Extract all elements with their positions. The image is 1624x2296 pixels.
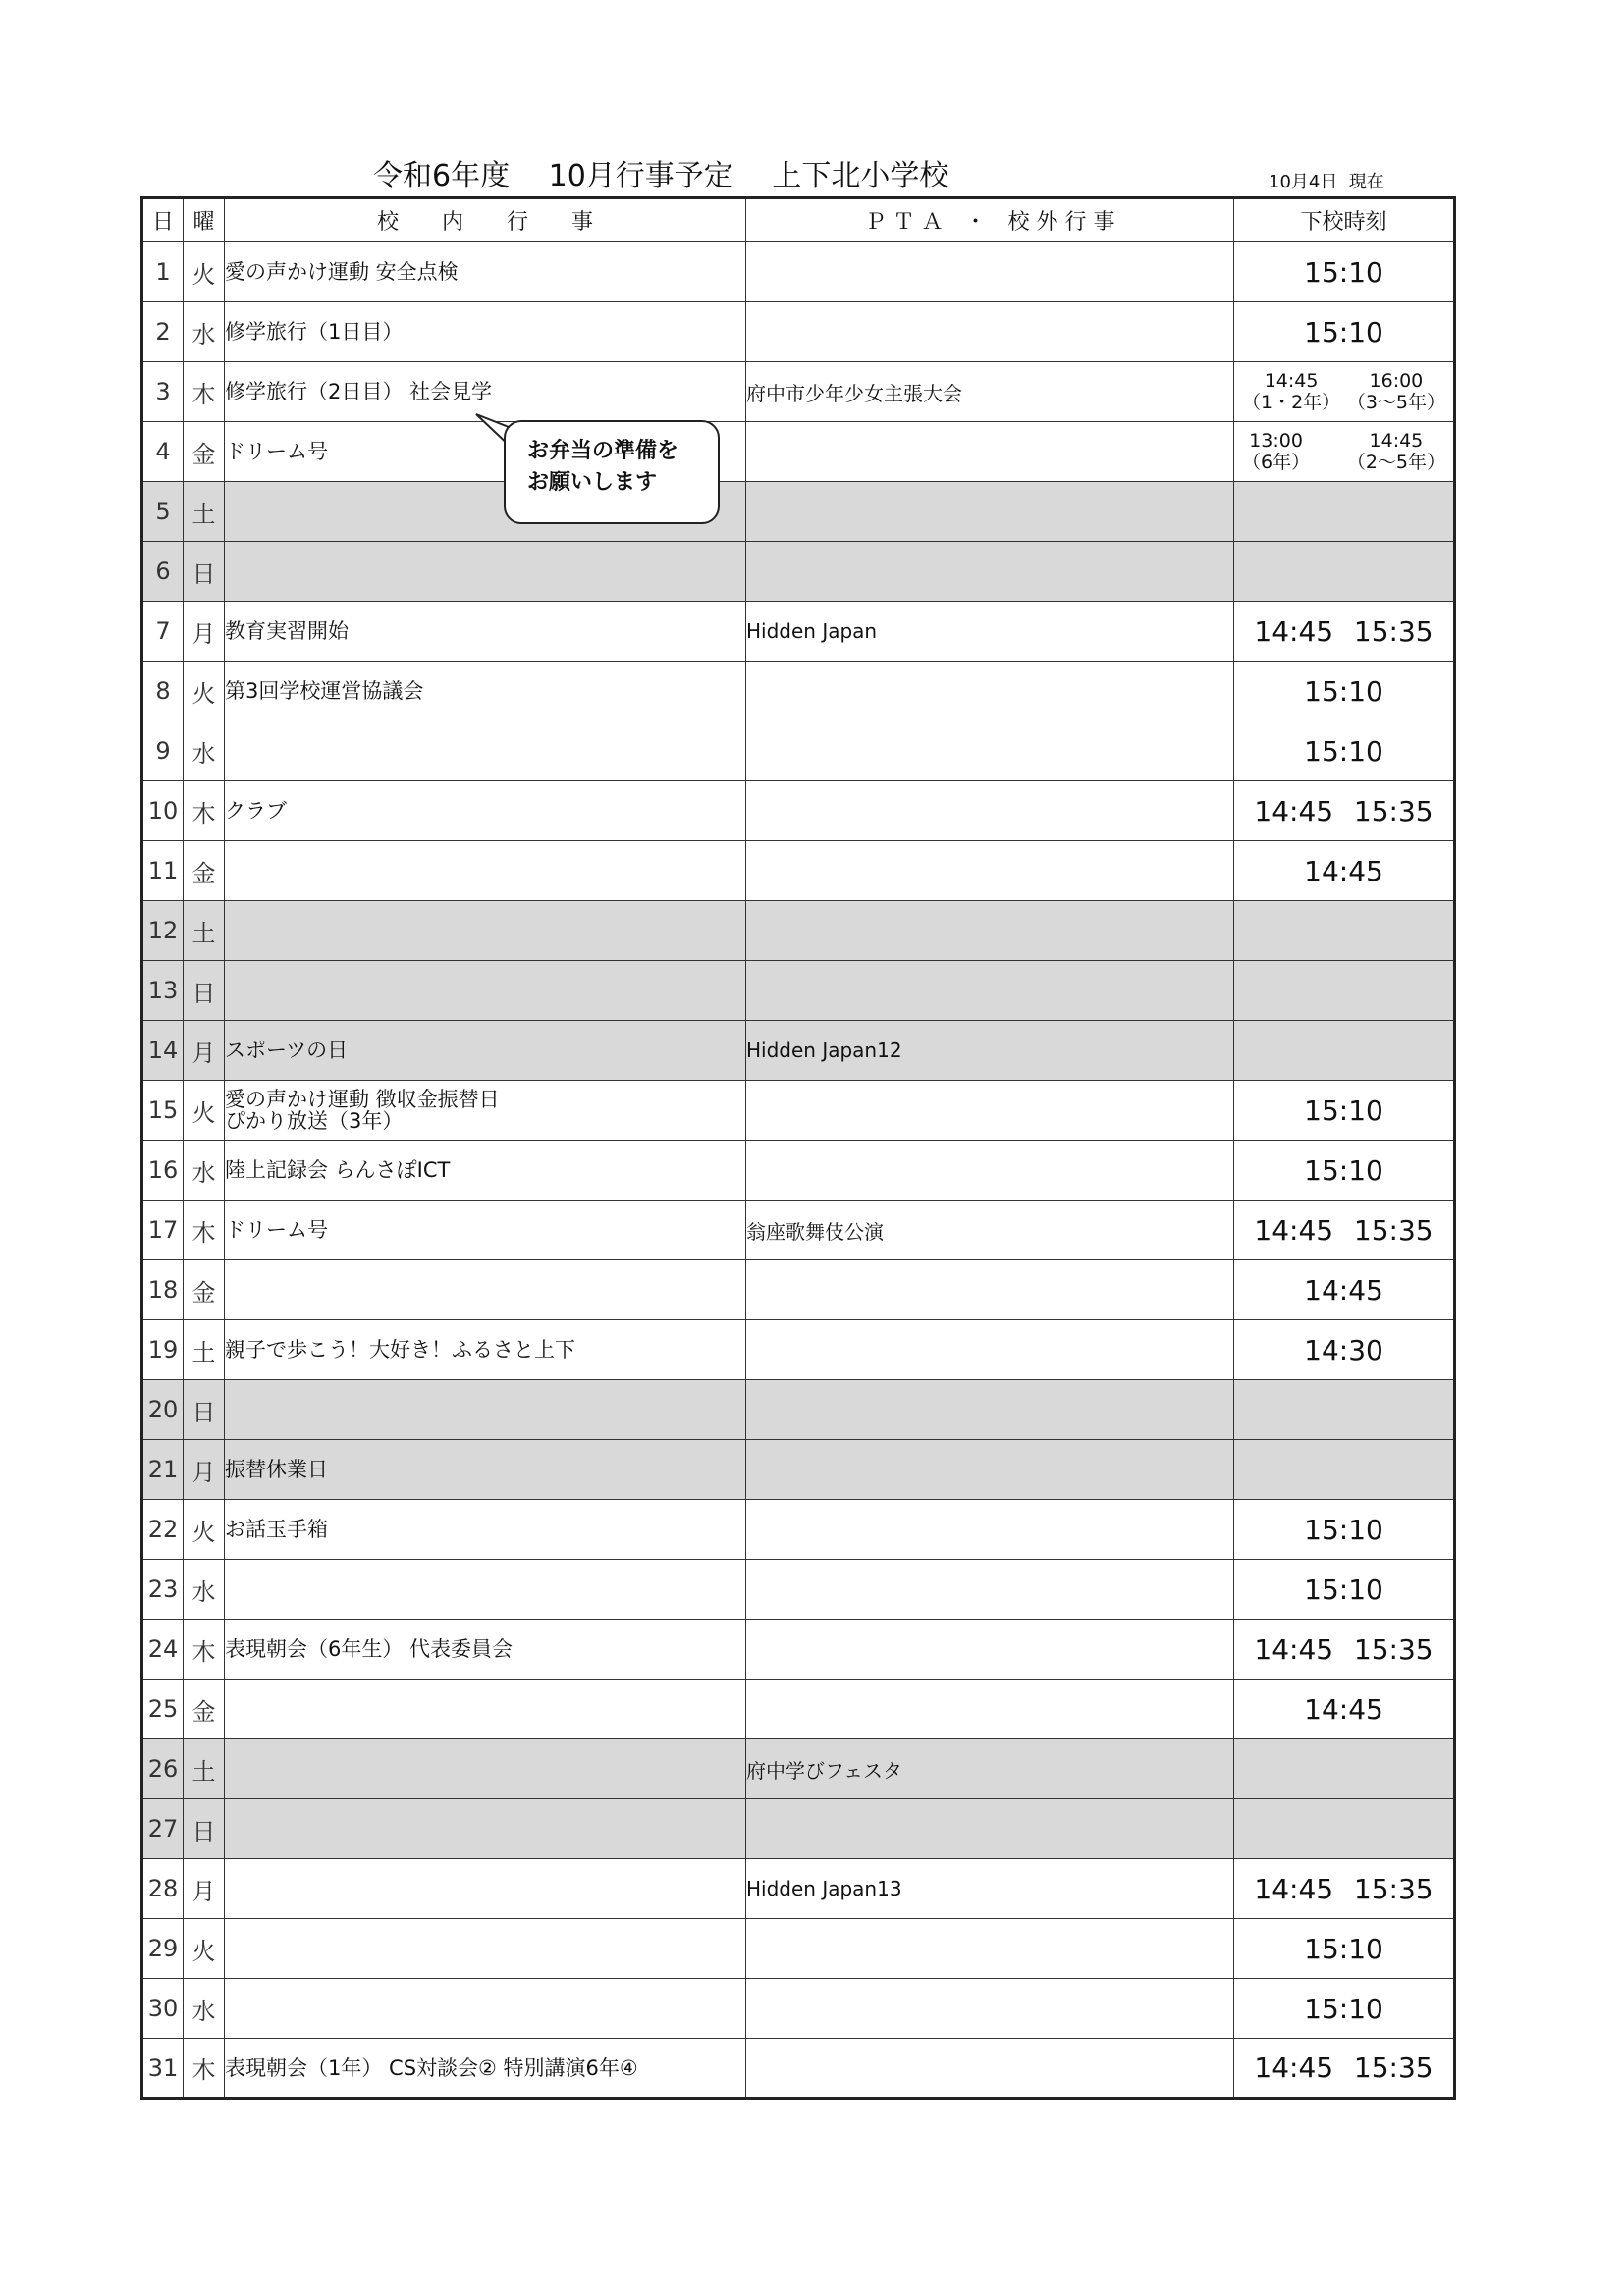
school-event-text: 修学旅行（1日目） xyxy=(225,320,404,344)
dismissal-time: 15:10 xyxy=(1304,1932,1383,1965)
dismissal-cell xyxy=(1234,961,1455,1021)
dismissal-time: 15:10 xyxy=(1304,674,1383,708)
dismissal-split xyxy=(1234,370,1453,413)
weekday-cell: 日 xyxy=(184,1799,225,1859)
day-cell: 7 xyxy=(142,602,184,662)
dismissal-time: 15:10 xyxy=(1304,734,1383,768)
school-event-cell xyxy=(225,1320,746,1380)
page-title: 令和6年度 10月行事予定 上下北小学校 xyxy=(373,159,949,193)
day-cell: 6 xyxy=(142,542,184,602)
weekday-cell: 土 xyxy=(184,901,225,961)
pta-event-cell xyxy=(746,1021,1234,1081)
weekday-cell: 日 xyxy=(184,961,225,1021)
weekday-cell: 日 xyxy=(184,1380,225,1440)
dismissal-cell xyxy=(1234,1320,1455,1380)
school-event-text: スポーツの日 xyxy=(225,1039,349,1062)
pta-event-cell xyxy=(746,961,1234,1021)
school-event-text: 親子で歩こう！大好き！ふるさと上下 xyxy=(225,1338,575,1362)
pta-event-cell xyxy=(746,1739,1234,1799)
school-event-cell xyxy=(225,1979,746,2039)
dismissal-group xyxy=(1347,430,1445,473)
dismissal-time: 14:45 xyxy=(1369,430,1424,452)
dismissal-time: 14:45 xyxy=(1254,614,1334,648)
school-event-text: 教育実習開始 xyxy=(225,619,349,643)
header-pta-events: Ｐ Ｔ Ａ ・ 校 外 行 事 xyxy=(746,198,1234,242)
dismissal-cell xyxy=(1234,781,1455,841)
header-dismissal-time: 下校時刻 xyxy=(1234,198,1455,242)
dismissal-time: 14:45 xyxy=(1304,1273,1383,1307)
day-cell: 24 xyxy=(142,1620,184,1680)
weekday-cell: 日 xyxy=(184,542,225,602)
pta-event-cell xyxy=(746,1979,1234,2039)
header-dow: 曜 xyxy=(184,198,225,242)
school-event-text: 陸上記録会 らんさぽICT xyxy=(225,1158,451,1182)
dismissal-cell xyxy=(1234,482,1455,542)
callout-line-1: お弁当の準備を xyxy=(527,439,679,463)
day-cell: 14 xyxy=(142,1021,184,1081)
dismissal-cell xyxy=(1234,1380,1455,1440)
pta-event-cell xyxy=(746,362,1234,422)
table-row xyxy=(142,1201,1455,1260)
pta-event-cell xyxy=(746,422,1234,482)
school-event-cell xyxy=(225,1739,746,1799)
dismissal-time: 15:35 xyxy=(1353,2052,1434,2084)
dismissal-time: 15:35 xyxy=(1353,614,1434,648)
school-event-cell xyxy=(225,542,746,602)
pta-event-cell xyxy=(746,1919,1234,1979)
pta-event-cell xyxy=(746,302,1234,362)
day-cell: 26 xyxy=(142,1739,184,1799)
school-event-cell xyxy=(225,1560,746,1620)
table-row xyxy=(142,901,1455,961)
table-row xyxy=(142,482,1455,542)
dismissal-time: 14:45 xyxy=(1254,2052,1334,2084)
schedule-table xyxy=(140,196,1456,2100)
table-row xyxy=(142,961,1455,1021)
table-row xyxy=(142,302,1455,362)
table-row xyxy=(142,1500,1455,1560)
day-cell: 30 xyxy=(142,1979,184,2039)
table-row xyxy=(142,841,1455,901)
school-event-cell xyxy=(225,1500,746,1560)
header-school-events: 校 内 行 事 xyxy=(225,198,746,242)
table-row xyxy=(142,1620,1455,1680)
school-event-text: 第3回学校運営協議会 xyxy=(225,679,424,703)
school-event-cell xyxy=(225,1081,746,1141)
day-cell: 19 xyxy=(142,1320,184,1380)
table-row xyxy=(142,1141,1455,1201)
table-row xyxy=(142,1320,1455,1380)
dismissal-grade-note: （2～5年） xyxy=(1346,452,1445,473)
school-event-cell xyxy=(225,1680,746,1739)
weekday-cell: 土 xyxy=(184,1739,225,1799)
school-event-cell xyxy=(225,1141,746,1201)
pta-event-cell xyxy=(746,1201,1234,1260)
weekday-cell: 水 xyxy=(184,721,225,781)
day-cell: 25 xyxy=(142,1680,184,1739)
weekday-cell: 金 xyxy=(184,841,225,901)
weekday-cell: 水 xyxy=(184,1560,225,1620)
table-row xyxy=(142,2039,1455,2099)
dismissal-group xyxy=(1347,370,1445,413)
day-cell: 16 xyxy=(142,1141,184,1201)
table-row xyxy=(142,1799,1455,1859)
table-row xyxy=(142,1021,1455,1081)
day-cell: 9 xyxy=(142,721,184,781)
dismissal-cell xyxy=(1234,362,1455,422)
dismissal-time: 14:30 xyxy=(1304,1333,1383,1366)
pta-event-cell xyxy=(746,1859,1234,1919)
dismissal-time: 16:00 xyxy=(1369,370,1424,392)
table-row xyxy=(142,1440,1455,1500)
dismissal-time: 14:45 xyxy=(1254,794,1334,828)
pta-event-cell xyxy=(746,1081,1234,1141)
dismissal-cell xyxy=(1234,1201,1455,1260)
pta-event-cell xyxy=(746,542,1234,602)
day-cell: 12 xyxy=(142,901,184,961)
school-event-text: 表現朝会（1年） CS対談会② 特別講演6年④ xyxy=(225,2056,638,2080)
dismissal-pair xyxy=(1234,795,1453,828)
dismissal-cell xyxy=(1234,1979,1455,2039)
pta-event-cell xyxy=(746,1680,1234,1739)
pta-event-text: 翁座歌舞伎公演 xyxy=(746,1219,884,1244)
school-event-cell xyxy=(225,1260,746,1320)
dismissal-time: 15:10 xyxy=(1304,315,1383,348)
day-cell: 3 xyxy=(142,362,184,422)
dismissal-time: 15:35 xyxy=(1353,1632,1434,1666)
dismissal-pair xyxy=(1234,1214,1453,1247)
school-event-cell xyxy=(225,1620,746,1680)
pta-event-text: Hidden Japan xyxy=(746,619,878,643)
school-event-cell xyxy=(225,901,746,961)
pta-event-cell xyxy=(746,1380,1234,1440)
weekday-cell: 金 xyxy=(184,1680,225,1739)
dismissal-cell xyxy=(1234,662,1455,721)
school-event-cell xyxy=(225,841,746,901)
dismissal-time: 14:45 xyxy=(1254,1872,1334,1905)
dismissal-time: 15:35 xyxy=(1353,794,1434,828)
as-of-date: 10月4日 現在 xyxy=(1269,172,1384,192)
pta-event-cell xyxy=(746,901,1234,961)
dismissal-cell xyxy=(1234,1021,1455,1081)
school-event-text: 修学旅行（2日目） 社会見学 xyxy=(225,380,493,403)
dismissal-time: 15:10 xyxy=(1304,1094,1383,1127)
school-event-text-2: ぴかり放送（3年） xyxy=(225,1109,404,1133)
pta-event-cell xyxy=(746,1440,1234,1500)
school-event-text: 愛の声かけ運動 徴収金振替日 xyxy=(225,1088,500,1111)
pta-event-cell xyxy=(746,242,1234,302)
callout-line-2: お願いします xyxy=(527,470,658,495)
school-event-cell xyxy=(225,602,746,662)
dismissal-time: 14:45 xyxy=(1304,1692,1383,1726)
school-event-text: 表現朝会（6年生） 代表委員会 xyxy=(225,1637,514,1661)
pta-event-cell xyxy=(746,721,1234,781)
school-event-text: 愛の声かけ運動 安全点検 xyxy=(225,260,459,284)
weekday-cell: 火 xyxy=(184,662,225,721)
school-event-text: クラブ xyxy=(225,799,287,823)
dismissal-time: 15:10 xyxy=(1304,1573,1383,1606)
school-event-cell xyxy=(225,961,746,1021)
pta-event-cell xyxy=(746,1620,1234,1680)
dismissal-grade-note: （1・2年） xyxy=(1242,392,1341,413)
dismissal-cell xyxy=(1234,1440,1455,1500)
weekday-cell: 木 xyxy=(184,1620,225,1680)
dismissal-cell xyxy=(1234,1141,1455,1201)
pta-event-cell xyxy=(746,841,1234,901)
day-cell: 2 xyxy=(142,302,184,362)
school-event-cell xyxy=(225,1021,746,1081)
school-event-text: ドリーム号 xyxy=(225,1218,328,1242)
weekday-cell: 月 xyxy=(184,602,225,662)
dismissal-cell xyxy=(1234,242,1455,302)
pta-event-cell xyxy=(746,1141,1234,1201)
weekday-cell: 火 xyxy=(184,1919,225,1979)
table-row xyxy=(142,1859,1455,1919)
dismissal-cell xyxy=(1234,1680,1455,1739)
table-row xyxy=(142,242,1455,302)
day-cell: 21 xyxy=(142,1440,184,1500)
weekday-cell: 火 xyxy=(184,1081,225,1141)
dismissal-pair xyxy=(1234,615,1453,648)
table-row xyxy=(142,542,1455,602)
dismissal-cell xyxy=(1234,602,1455,662)
dismissal-cell xyxy=(1234,1081,1455,1141)
dismissal-cell xyxy=(1234,841,1455,901)
weekday-cell: 水 xyxy=(184,302,225,362)
pta-event-cell xyxy=(746,482,1234,542)
weekday-cell: 金 xyxy=(184,1260,225,1320)
table-row xyxy=(142,781,1455,841)
header-day: 日 xyxy=(142,198,184,242)
pta-event-cell xyxy=(746,2039,1234,2099)
pta-event-text: Hidden Japan13 xyxy=(746,1877,902,1900)
weekday-cell: 火 xyxy=(184,1500,225,1560)
day-cell: 18 xyxy=(142,1260,184,1320)
pta-event-cell xyxy=(746,662,1234,721)
dismissal-time: 14:45 xyxy=(1304,854,1383,887)
dismissal-time: 14:45 xyxy=(1254,1632,1334,1666)
school-event-cell xyxy=(225,242,746,302)
pta-event-cell xyxy=(746,1500,1234,1560)
dismissal-group xyxy=(1242,370,1340,413)
table-row xyxy=(142,1081,1455,1141)
school-event-cell xyxy=(225,1201,746,1260)
dismissal-split xyxy=(1234,430,1453,473)
day-cell: 4 xyxy=(142,422,184,482)
school-event-cell xyxy=(225,1380,746,1440)
pta-event-text: 府中学びフェスタ xyxy=(746,1758,902,1783)
weekday-cell: 木 xyxy=(184,1201,225,1260)
table-row xyxy=(142,662,1455,721)
weekday-cell: 土 xyxy=(184,1320,225,1380)
dismissal-cell xyxy=(1234,1919,1455,1979)
school-event-cell xyxy=(225,1859,746,1919)
school-event-cell xyxy=(225,2039,746,2099)
weekday-cell: 土 xyxy=(184,482,225,542)
dismissal-cell xyxy=(1234,422,1455,482)
weekday-cell: 木 xyxy=(184,362,225,422)
weekday-cell: 水 xyxy=(184,1141,225,1201)
dismissal-cell xyxy=(1234,1500,1455,1560)
pta-event-cell xyxy=(746,1799,1234,1859)
day-cell: 17 xyxy=(142,1201,184,1260)
school-event-cell xyxy=(225,1440,746,1500)
dismissal-cell xyxy=(1234,1859,1455,1919)
table-row xyxy=(142,1560,1455,1620)
dismissal-grade-note: （6年） xyxy=(1242,452,1311,473)
school-event-cell xyxy=(225,1919,746,1979)
day-cell: 28 xyxy=(142,1859,184,1919)
weekday-cell: 木 xyxy=(184,2039,225,2099)
dismissal-time: 15:10 xyxy=(1304,255,1383,289)
table-row xyxy=(142,1260,1455,1320)
day-cell: 13 xyxy=(142,961,184,1021)
dismissal-cell xyxy=(1234,1560,1455,1620)
dismissal-cell xyxy=(1234,1260,1455,1320)
day-cell: 5 xyxy=(142,482,184,542)
pta-event-text: Hidden Japan12 xyxy=(746,1039,902,1062)
day-cell: 27 xyxy=(142,1799,184,1859)
day-cell: 20 xyxy=(142,1380,184,1440)
school-event-cell xyxy=(225,721,746,781)
day-cell: 8 xyxy=(142,662,184,721)
dismissal-time: 15:10 xyxy=(1304,1153,1383,1187)
dismissal-time: 15:10 xyxy=(1304,1992,1383,2025)
table-row xyxy=(142,1919,1455,1979)
dismissal-cell xyxy=(1234,721,1455,781)
dismissal-pair xyxy=(1234,1873,1453,1905)
school-event-text: お話玉手箱 xyxy=(225,1518,328,1541)
dismissal-time: 15:35 xyxy=(1353,1872,1434,1905)
table-row xyxy=(142,602,1455,662)
dismissal-time: 14:45 xyxy=(1254,1213,1334,1247)
dismissal-pair xyxy=(1234,1633,1453,1666)
day-cell: 23 xyxy=(142,1560,184,1620)
dismissal-time: 14:45 xyxy=(1264,370,1319,392)
table-row xyxy=(142,362,1455,422)
weekday-cell: 月 xyxy=(184,1859,225,1919)
table-row xyxy=(142,1680,1455,1739)
schedule-body xyxy=(142,242,1455,2099)
day-cell: 22 xyxy=(142,1500,184,1560)
pta-event-cell xyxy=(746,602,1234,662)
weekday-cell: 月 xyxy=(184,1440,225,1500)
pta-event-cell xyxy=(746,1260,1234,1320)
pta-event-cell xyxy=(746,1320,1234,1380)
pta-event-cell xyxy=(746,1560,1234,1620)
weekday-cell: 火 xyxy=(184,242,225,302)
table-row xyxy=(142,1979,1455,2039)
school-event-cell xyxy=(225,1799,746,1859)
school-event-text: 振替休業日 xyxy=(225,1458,328,1481)
dismissal-time: 15:35 xyxy=(1353,1213,1434,1247)
day-cell: 1 xyxy=(142,242,184,302)
school-event-cell xyxy=(225,302,746,362)
dismissal-cell xyxy=(1234,1739,1455,1799)
day-cell: 29 xyxy=(142,1919,184,1979)
dismissal-cell xyxy=(1234,901,1455,961)
weekday-cell: 木 xyxy=(184,781,225,841)
day-cell: 11 xyxy=(142,841,184,901)
weekday-cell: 金 xyxy=(184,422,225,482)
dismissal-group xyxy=(1242,430,1310,473)
dismissal-grade-note: （3～5年） xyxy=(1346,392,1445,413)
table-row xyxy=(142,422,1455,482)
school-event-cell xyxy=(225,662,746,721)
school-event-text: ドリーム号 xyxy=(225,440,328,463)
table-row xyxy=(142,1739,1455,1799)
weekday-cell: 月 xyxy=(184,1021,225,1081)
lunch-callout xyxy=(504,420,720,524)
dismissal-cell xyxy=(1234,1620,1455,1680)
table-row xyxy=(142,1380,1455,1440)
day-cell: 10 xyxy=(142,781,184,841)
dismissal-cell xyxy=(1234,542,1455,602)
weekday-cell: 水 xyxy=(184,1979,225,2039)
dismissal-cell xyxy=(1234,2039,1455,2099)
table-row xyxy=(142,721,1455,781)
dismissal-cell xyxy=(1234,1799,1455,1859)
pta-event-text: 府中市少年少女主張大会 xyxy=(746,381,962,405)
day-cell: 15 xyxy=(142,1081,184,1141)
dismissal-time: 13:00 xyxy=(1249,430,1303,452)
pta-event-cell xyxy=(746,781,1234,841)
dismissal-pair xyxy=(1234,2052,1453,2084)
day-cell: 31 xyxy=(142,2039,184,2099)
dismissal-cell xyxy=(1234,302,1455,362)
school-event-cell xyxy=(225,781,746,841)
header-row xyxy=(142,198,1455,242)
dismissal-time: 15:10 xyxy=(1304,1513,1383,1546)
